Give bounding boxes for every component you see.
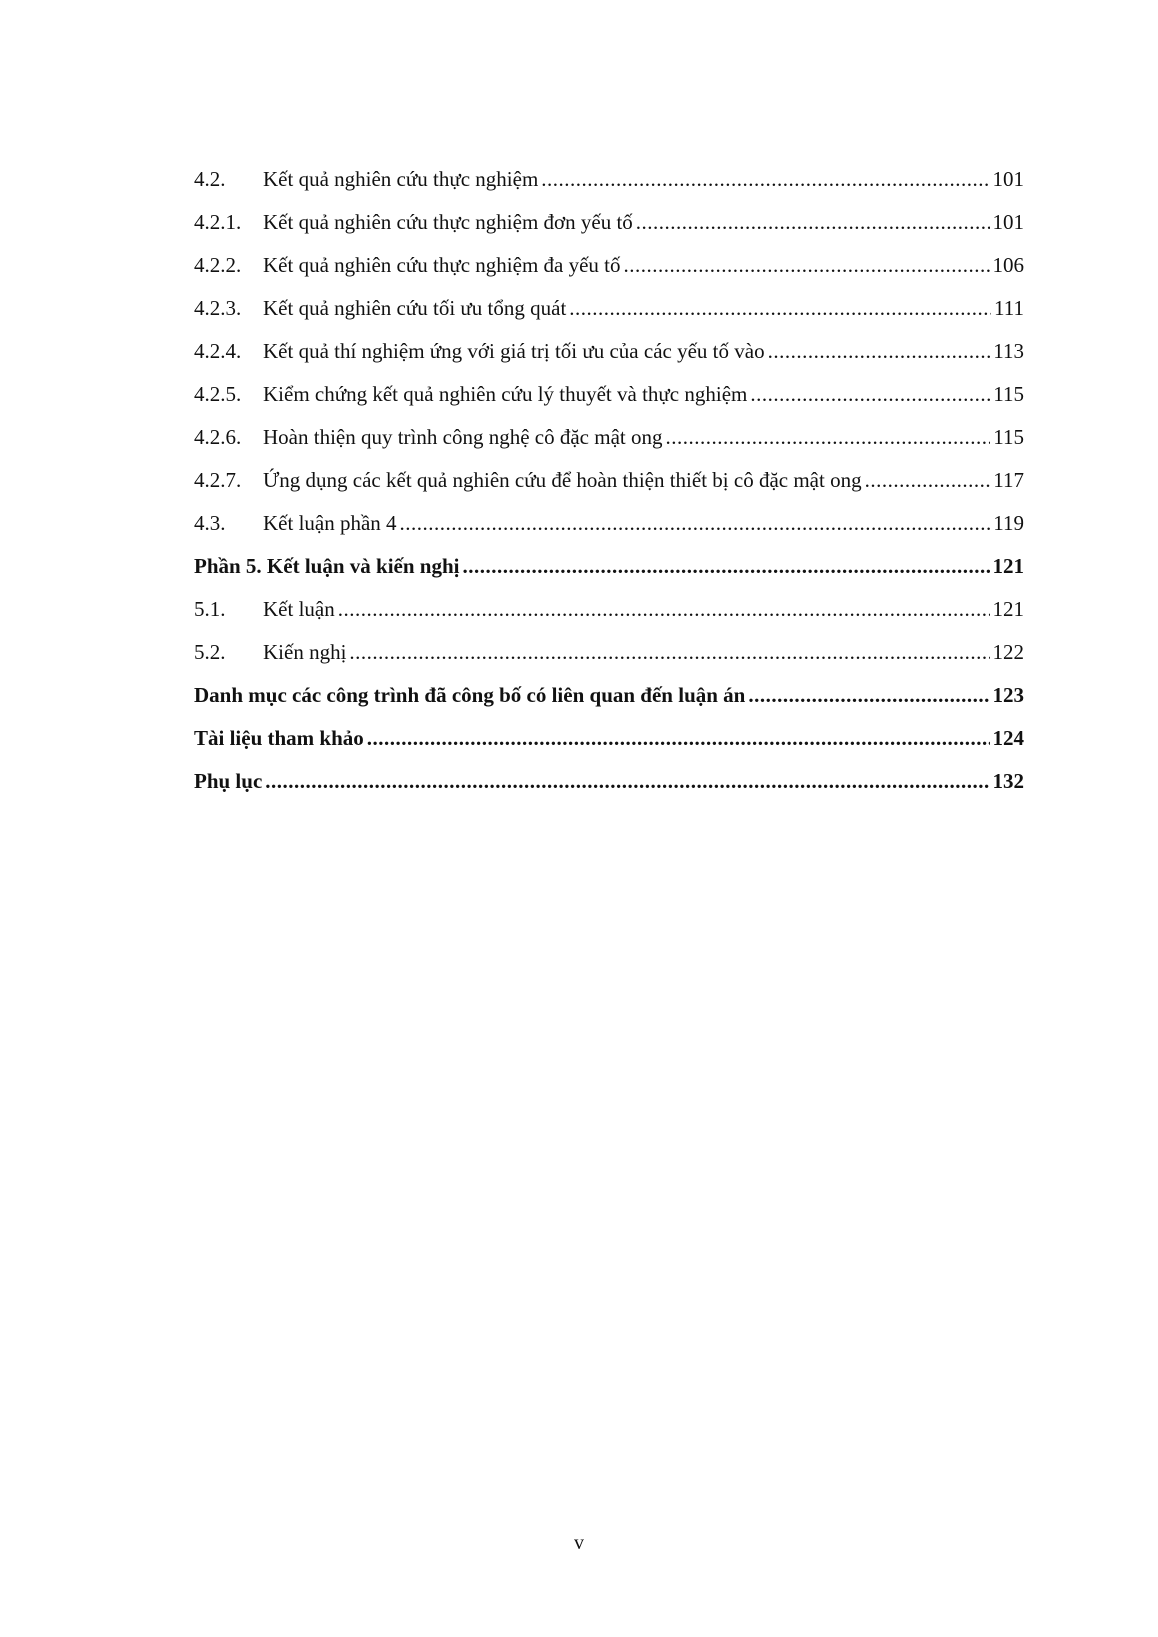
- toc-dot-leader: [748, 674, 989, 717]
- page-number: v: [574, 1532, 584, 1554]
- toc-dot-leader: [338, 588, 990, 631]
- toc-entry-title: Kết luận phần 4: [263, 511, 397, 535]
- toc-entry-title: Ứng dụng các kết quả nghiên cứu để hoàn thiện thiết bị cô đặc mật ong: [263, 468, 862, 492]
- toc-entry-title: Hoàn thiện quy trình công nghệ cô đặc mật ong: [263, 425, 663, 449]
- toc-entry-number: 4.3.: [194, 511, 226, 535]
- toc-entry-title: Kiểm chứng kết quả nghiên cứu lý thuyết và thực nghiệm: [263, 382, 748, 406]
- toc-entry-number: 4.2.5.: [194, 382, 242, 406]
- toc-dot-leader: [265, 760, 989, 803]
- toc-entry-number: 5.1.: [194, 597, 226, 621]
- toc-entry[interactable]: [194, 158, 1024, 201]
- toc-entry-title: Kết quả thí nghiệm ứng với giá trị tối ưu của các yếu tố vào: [263, 339, 765, 363]
- toc-entry-number: 4.2.4.: [194, 339, 242, 363]
- toc-entry-title: Kết quả nghiên cứu thực nghiệm: [263, 167, 539, 191]
- toc-entry-title: Kết quả nghiên cứu tối ưu tổng quát: [263, 296, 567, 320]
- toc-dot-leader: [541, 158, 989, 201]
- toc-entry[interactable]: [194, 459, 1024, 502]
- toc-entry-title: Danh mục các công trình đã công bố có liên quan đến luận án: [194, 683, 746, 707]
- toc-entry-page: 101: [992, 210, 1024, 234]
- toc-dot-leader: [624, 244, 990, 287]
- toc-entry[interactable]: [194, 373, 1024, 416]
- toc-entry-title: Phần 5. Kết luận và kiến nghị: [194, 554, 460, 578]
- toc-entry-page: 113: [993, 339, 1024, 363]
- toc-dot-leader: [665, 416, 990, 459]
- toc-dot-leader: [569, 287, 991, 330]
- toc-entry-page: 117: [993, 468, 1024, 492]
- toc-entry[interactable]: [194, 201, 1024, 244]
- toc-entry-title: Kiến nghị: [263, 640, 347, 664]
- toc-dot-leader: [462, 545, 989, 588]
- toc-entry[interactable]: [194, 416, 1024, 459]
- toc-section-entry[interactable]: [194, 717, 1024, 760]
- toc-entry-page: 121: [992, 597, 1024, 621]
- toc-entry-page: 101: [992, 167, 1024, 191]
- toc-dot-leader: [367, 717, 990, 760]
- toc-entry-title: Tài liệu tham khảo: [194, 726, 364, 750]
- toc-section-entry[interactable]: [194, 545, 1024, 588]
- table-of-contents: [194, 158, 1024, 803]
- toc-entry-title: Kết luận: [263, 597, 335, 621]
- toc-entry[interactable]: [194, 244, 1024, 287]
- toc-entry-page: 121: [992, 554, 1024, 578]
- toc-entry-number: 4.2.7.: [194, 468, 242, 492]
- toc-entry-number: 5.2.: [194, 640, 226, 664]
- toc-dot-leader: [636, 201, 990, 244]
- toc-dot-leader: [349, 631, 989, 674]
- toc-dot-leader: [750, 373, 990, 416]
- toc-entry-page: 115: [993, 382, 1024, 406]
- toc-entry-title: Kết quả nghiên cứu thực nghiệm đa yếu tố: [263, 253, 621, 277]
- toc-entry-page: 123: [992, 683, 1024, 707]
- toc-dot-leader: [400, 502, 991, 545]
- toc-entry-number: 4.2.6.: [194, 425, 242, 449]
- toc-entry[interactable]: [194, 502, 1024, 545]
- toc-entry-title: Kết quả nghiên cứu thực nghiệm đơn yếu tố: [263, 210, 633, 234]
- toc-entry[interactable]: [194, 631, 1024, 674]
- toc-entry-number: 4.2.1.: [194, 210, 242, 234]
- toc-entry-page: 115: [993, 425, 1024, 449]
- toc-entry-page: 132: [992, 769, 1024, 793]
- toc-entry-page: 122: [992, 640, 1024, 664]
- toc-entry[interactable]: [194, 287, 1024, 330]
- toc-entry-page: 124: [992, 726, 1024, 750]
- toc-entry-page: 119: [993, 511, 1024, 535]
- toc-entry-page: 111: [994, 296, 1024, 320]
- toc-entry-number: 4.2.3.: [194, 296, 242, 320]
- toc-entry-page: 106: [992, 253, 1024, 277]
- toc-entry[interactable]: [194, 588, 1024, 631]
- toc-dot-leader: [768, 330, 991, 373]
- toc-entry-number: 4.2.: [194, 167, 226, 191]
- toc-section-entry[interactable]: [194, 760, 1024, 803]
- toc-entry-number: 4.2.2.: [194, 253, 242, 277]
- toc-dot-leader: [865, 459, 991, 502]
- toc-entry[interactable]: [194, 330, 1024, 373]
- toc-entry-title: Phụ lục: [194, 769, 263, 793]
- toc-section-entry[interactable]: [194, 674, 1024, 717]
